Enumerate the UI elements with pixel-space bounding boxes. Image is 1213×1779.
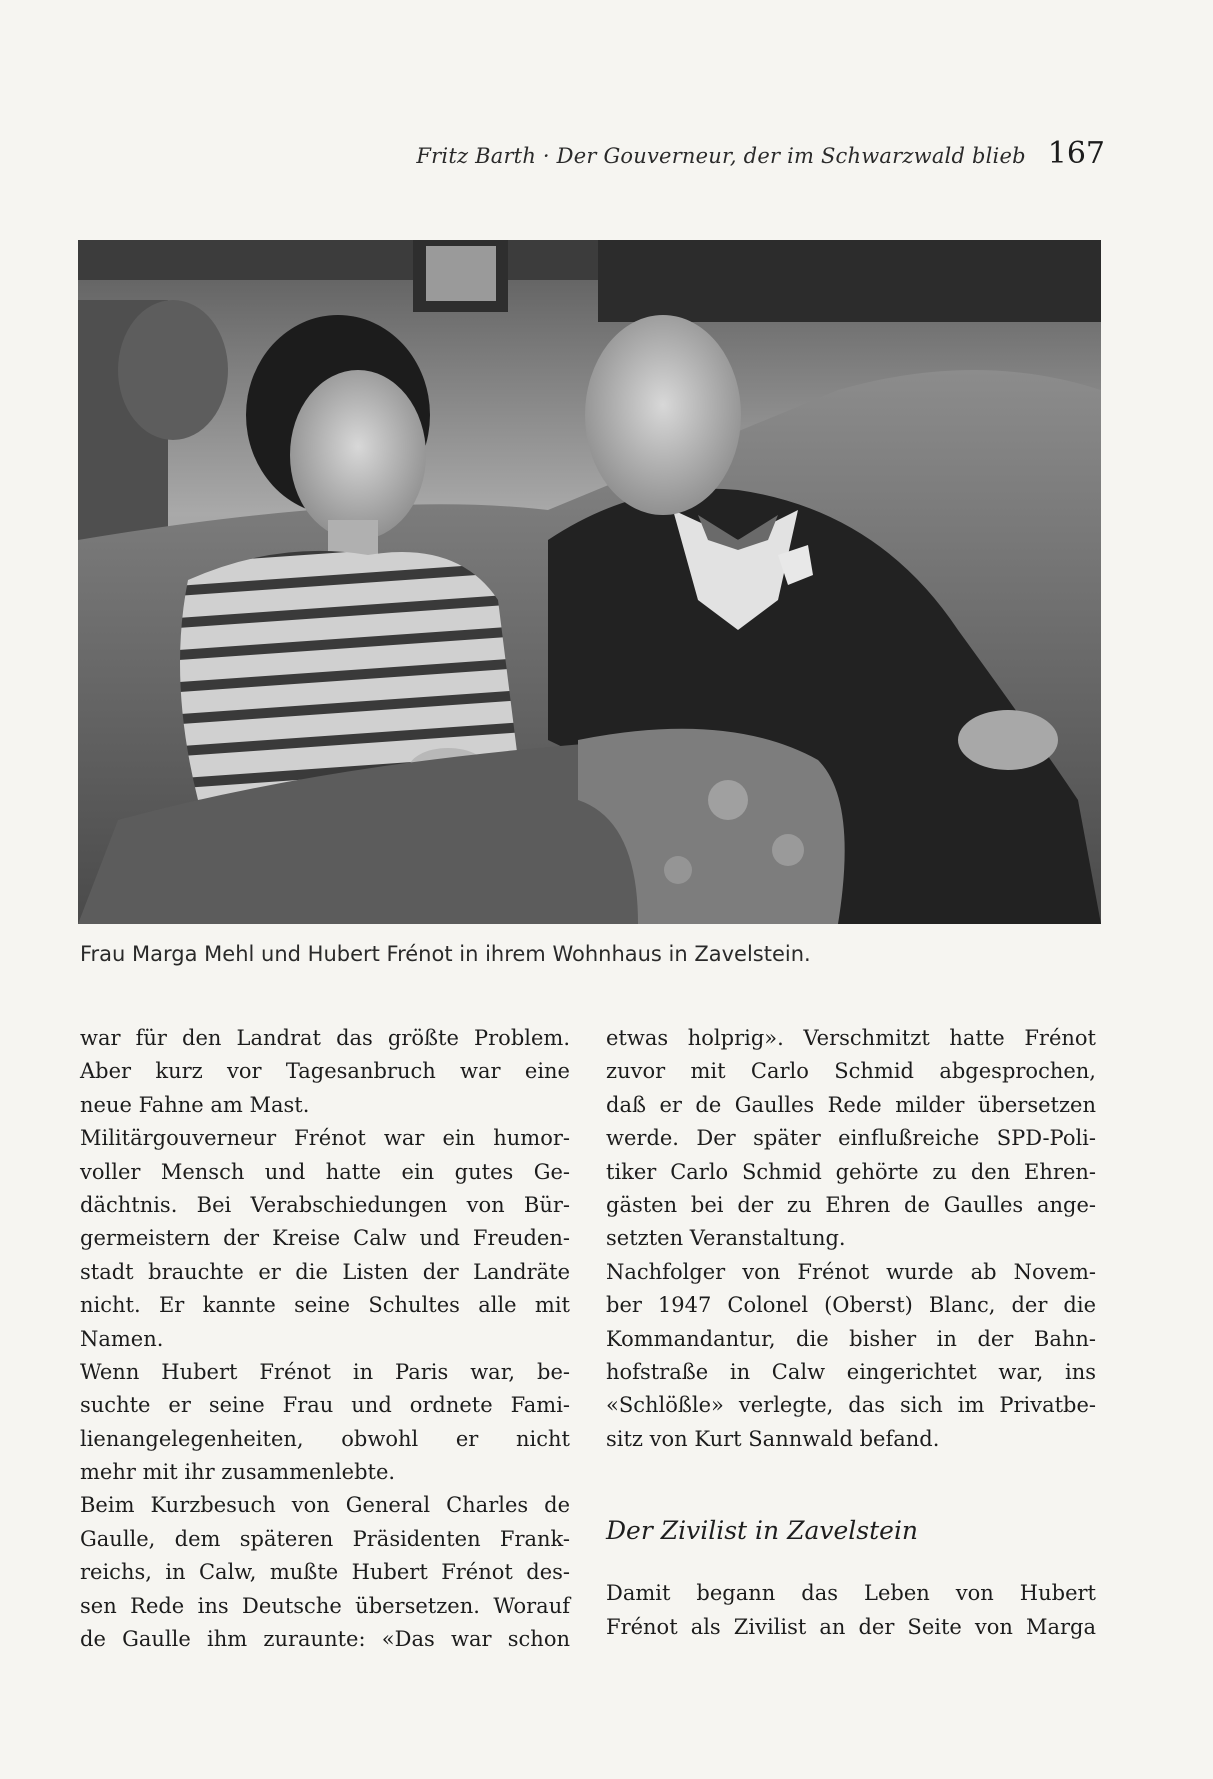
running-head	[416, 136, 1105, 171]
running-title: Fritz Barth · Der Gouverneur, der im Schwarzwald blieb	[416, 144, 1026, 168]
text-line: mehr mit ihr zusammenlebte.	[80, 1460, 396, 1485]
text-line: Wenn Hubert Frénot in Paris war, be-	[80, 1359, 570, 1384]
photograph	[78, 240, 1101, 924]
text-line: Frénot als Zivilist an der Seite von Marga	[606, 1614, 1096, 1639]
sofa-pattern-shape	[664, 856, 692, 884]
man-head-shape	[585, 315, 741, 515]
man-hand-shape	[958, 710, 1058, 770]
text-line: stadt brauchte er die Listen der Landräte	[80, 1259, 570, 1284]
text-line: Kommandantur, die bisher in der Bahn-	[606, 1326, 1096, 1351]
photograph-drawing	[78, 240, 1101, 924]
text-line: Namen.	[80, 1326, 164, 1351]
text-line: lienangelegenheiten, obwohl er nicht	[80, 1426, 570, 1451]
text-line: Aber kurz vor Tagesanbruch war eine	[80, 1059, 570, 1084]
photo-caption: Frau Marga Mehl und Hubert Frénot in ihrem Wohnhaus in Zavelstein.	[80, 942, 811, 966]
plant-leaves-shape	[118, 300, 228, 440]
left-column	[80, 1022, 570, 1656]
text-line: Nachfolger von Frénot wurde ab Novem-	[606, 1259, 1096, 1284]
picture-inner-shape	[426, 246, 496, 301]
text-line: «Schlößle» verlegte, das sich im Privatbe-	[606, 1393, 1096, 1418]
page-number: 167	[1047, 136, 1105, 171]
right-column	[606, 1022, 1096, 1644]
text-line: zuvor mit Carlo Schmid abgesprochen,	[606, 1059, 1096, 1084]
text-line: neue Fahne am Mast.	[80, 1092, 310, 1117]
sofa-pattern-shape	[772, 834, 804, 866]
text-line: Beim Kurzbesuch von General Charles de	[80, 1493, 570, 1518]
woman-face-shape	[290, 370, 426, 540]
text-line: dächtnis. Bei Verabschiedungen von Bür-	[80, 1192, 570, 1217]
text-line: hofstraße in Calw eingerichtet war, ins	[606, 1359, 1096, 1384]
text-line: Damit begann das Leben von Hubert	[606, 1581, 1096, 1606]
text-line: tiker Carlo Schmid gehörte zu den Ehren-	[606, 1159, 1096, 1184]
text-line: germeistern der Kreise Calw und Freuden-	[80, 1226, 570, 1251]
text-line: daß er de Gaulles Rede milder übersetzen	[606, 1092, 1096, 1117]
cabinet-shape	[598, 240, 1101, 322]
text-line: war für den Landrat das größte Problem.	[80, 1026, 570, 1050]
text-line: sitz von Kurt Sannwald befand.	[606, 1426, 940, 1451]
text-line: nicht. Er kannte seine Schultes alle mit	[80, 1293, 570, 1318]
text-line: werde. Der später einflußreiche SPD-Poli-	[606, 1126, 1096, 1151]
text-line: ber 1947 Colonel (Oberst) Blanc, der die	[606, 1293, 1096, 1318]
text-line: setzten Veranstaltung.	[606, 1226, 846, 1251]
text-line: suchte er seine Frau und ordnete Fami-	[80, 1393, 570, 1418]
text-line: de Gaulle ihm zuraunte: «Das war schon	[80, 1627, 570, 1652]
text-line: Militärgouverneur Frénot war ein humor-	[80, 1126, 570, 1151]
section-subheading: Der Zivilist in Zavelstein	[606, 1516, 919, 1546]
sofa-pattern-shape	[708, 780, 748, 820]
text-line: voller Mensch und hatte ein gutes Ge-	[80, 1159, 570, 1184]
text-line: sen Rede ins Deutsche übersetzen. Worauf	[80, 1593, 570, 1618]
text-line: Gaulle, dem späteren Präsidenten Frank-	[80, 1526, 570, 1551]
text-line: reichs, in Calw, mußte Hubert Frénot des-	[80, 1560, 570, 1585]
text-line: etwas holprig». Verschmitzt hatte Frénot	[606, 1026, 1096, 1050]
text-line: gästen bei der zu Ehren de Gaulles ange-	[606, 1192, 1096, 1217]
